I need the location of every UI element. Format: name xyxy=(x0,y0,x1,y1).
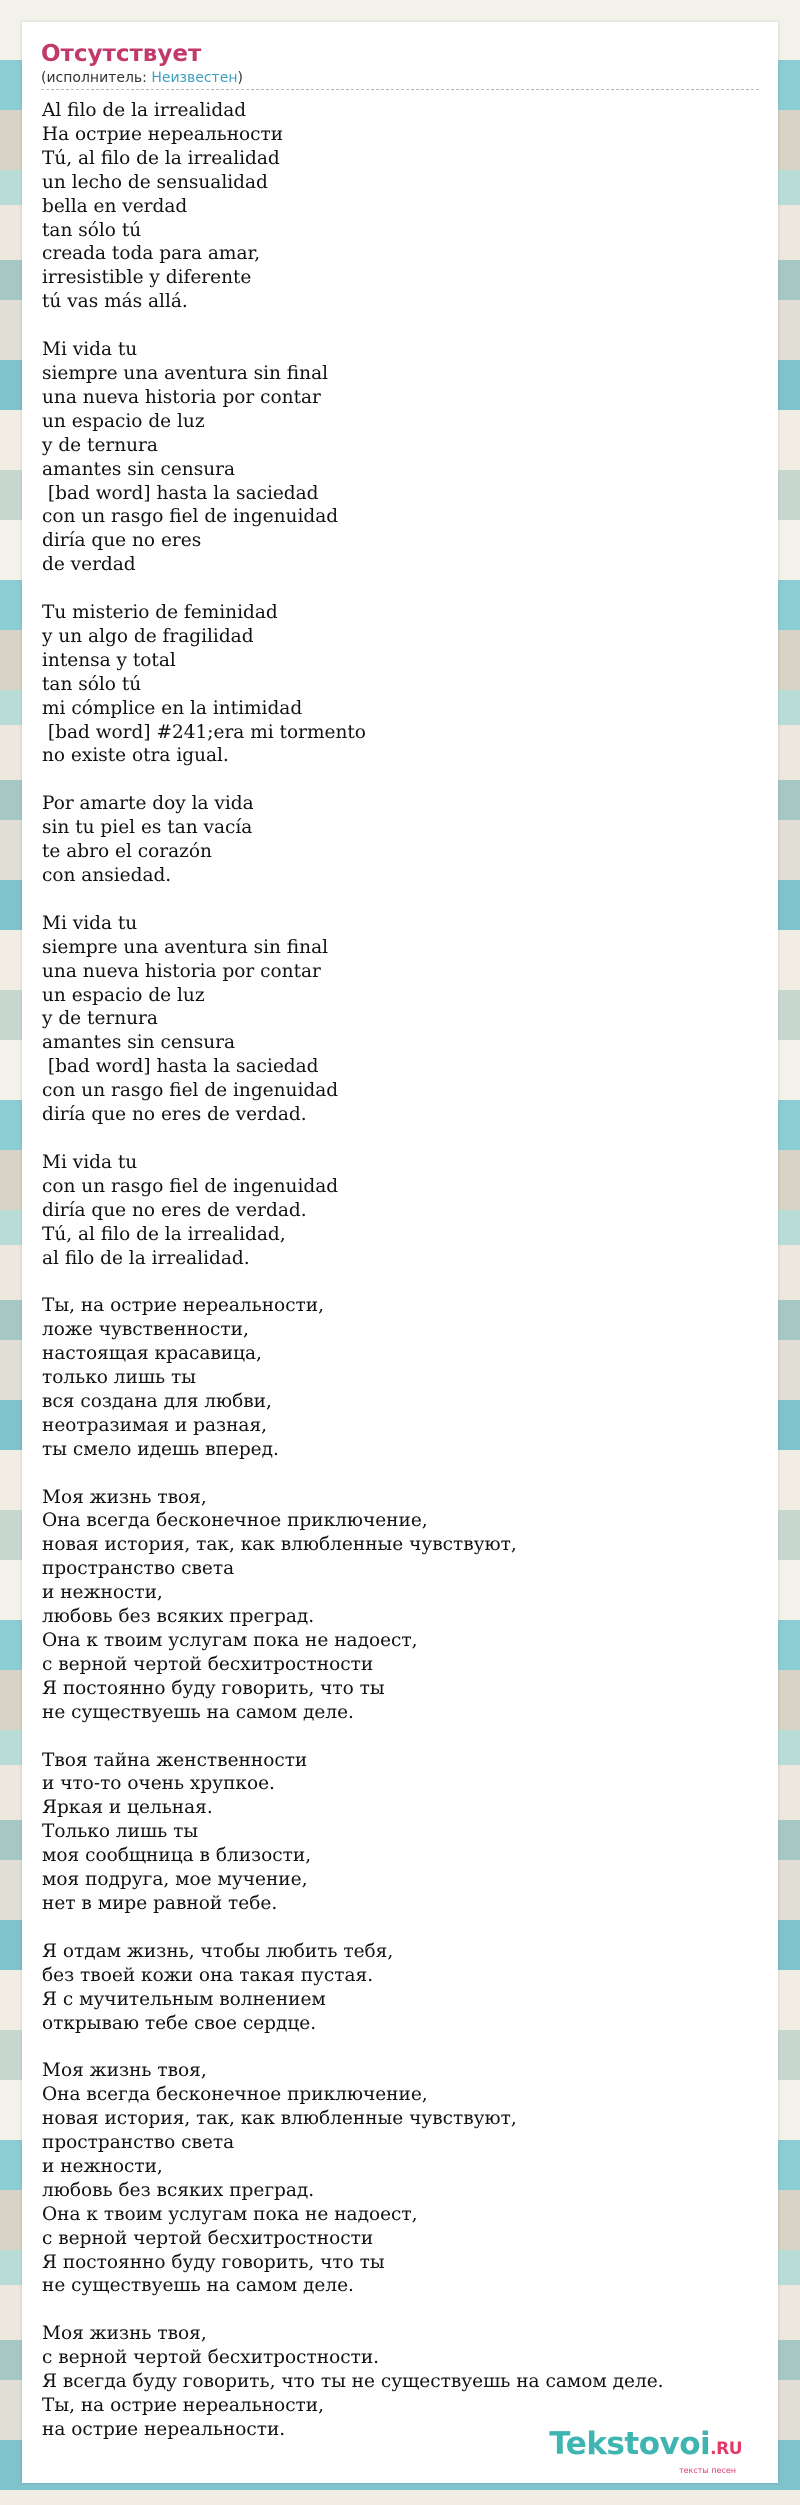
artist-prefix: (исполнитель: xyxy=(41,70,152,86)
song-title: Отсутствует xyxy=(41,41,202,67)
logo-wordmark xyxy=(542,2427,742,2466)
logo-tld: .RU xyxy=(710,2439,742,2459)
artist-line xyxy=(41,69,759,87)
artist-suffix: ) xyxy=(237,70,243,86)
lyrics-text: Al filo de la irrealidad На острие нереальности Tú, al filo de la irrealidad un lecho de sensualidad bella en verdad tan sólo tú creada toda para amar, irresistible y diferente tú vas más allá. Mi vida tu siempre una aventura sin final una nueva historia por contar un espacio de luz y de ternura amantes sin censura [bad word] hasta la saciedad con un rasgo fiel de ingenuidad diría que no eres de verdad Tu misterio de feminidad y un algo de fragilidad intensa y total tan sólo tú mi cómplice en la intimidad [bad word] #241;era mi tormento no existe otra igual. Por amarte doy la vida sin tu piel es tan vacía te abro el corazón con ansiedad. Mi vida tu siempre una aventura sin final una nueva historia por contar un espacio de luz y de ternura amantes sin censura [bad word] hasta la saciedad con un rasgo fiel de ingenuidad diría que no eres de verdad. Mi vida tu con un rasgo fiel de ingenuidad diría que no eres de verdad. Tú, al filo de la irrealidad, al filo de la irrealidad. Ты, на острие нереальности, ложе чувственности, настоящая красавица, только лишь ты вся создана для любви, неотразимая и разная, ты смело идешь вперед. Моя жизнь твоя, Она всегда бесконечное приключение, новая история, так, как влюбленные чувствуют, пространство света и нежности, любовь без всяких преград. Она к твоим услугам пока не надоест, с верной чертой бесхитростности Я постоянно буду говорить, что ты не существуешь на самом деле. Твоя тайна женственности и что-то очень хрупкое. Яркая и цельная. Только лишь ты моя сообщница в близости, моя подруга, мое мучение, нет в мире равной тебе. Я отдам жизнь, чтобы любить тебя, без твоей кожи она такая пустая. Я с мучительным волнением открываю тебе свое сердце. Моя жизнь твоя, Она всегда бесконечное приключение, новая история, так, как влюбленные чувствуют, пространство света и нежности, любовь без всяких преград. Она к твоим услугам пока не надоест, с верной чертой бесхитростности Я постоянно буду говорить, что ты не существуешь на самом деле. Моя жизнь твоя, с верной чертой бесхитростности. Я всегда буду говорить, что ты не существуешь на самом деле. Ты, на острие нереальности, на острие нереальности. xyxy=(42,100,664,2440)
lyrics-card xyxy=(22,22,778,2483)
logo-name: Tekstovoi xyxy=(549,2426,711,2462)
site-logo[interactable] xyxy=(542,2426,742,2475)
logo-tagline: тексты песен xyxy=(678,2466,736,2475)
song-header xyxy=(41,40,759,90)
artist-link[interactable]: Неизвестен xyxy=(151,70,238,86)
